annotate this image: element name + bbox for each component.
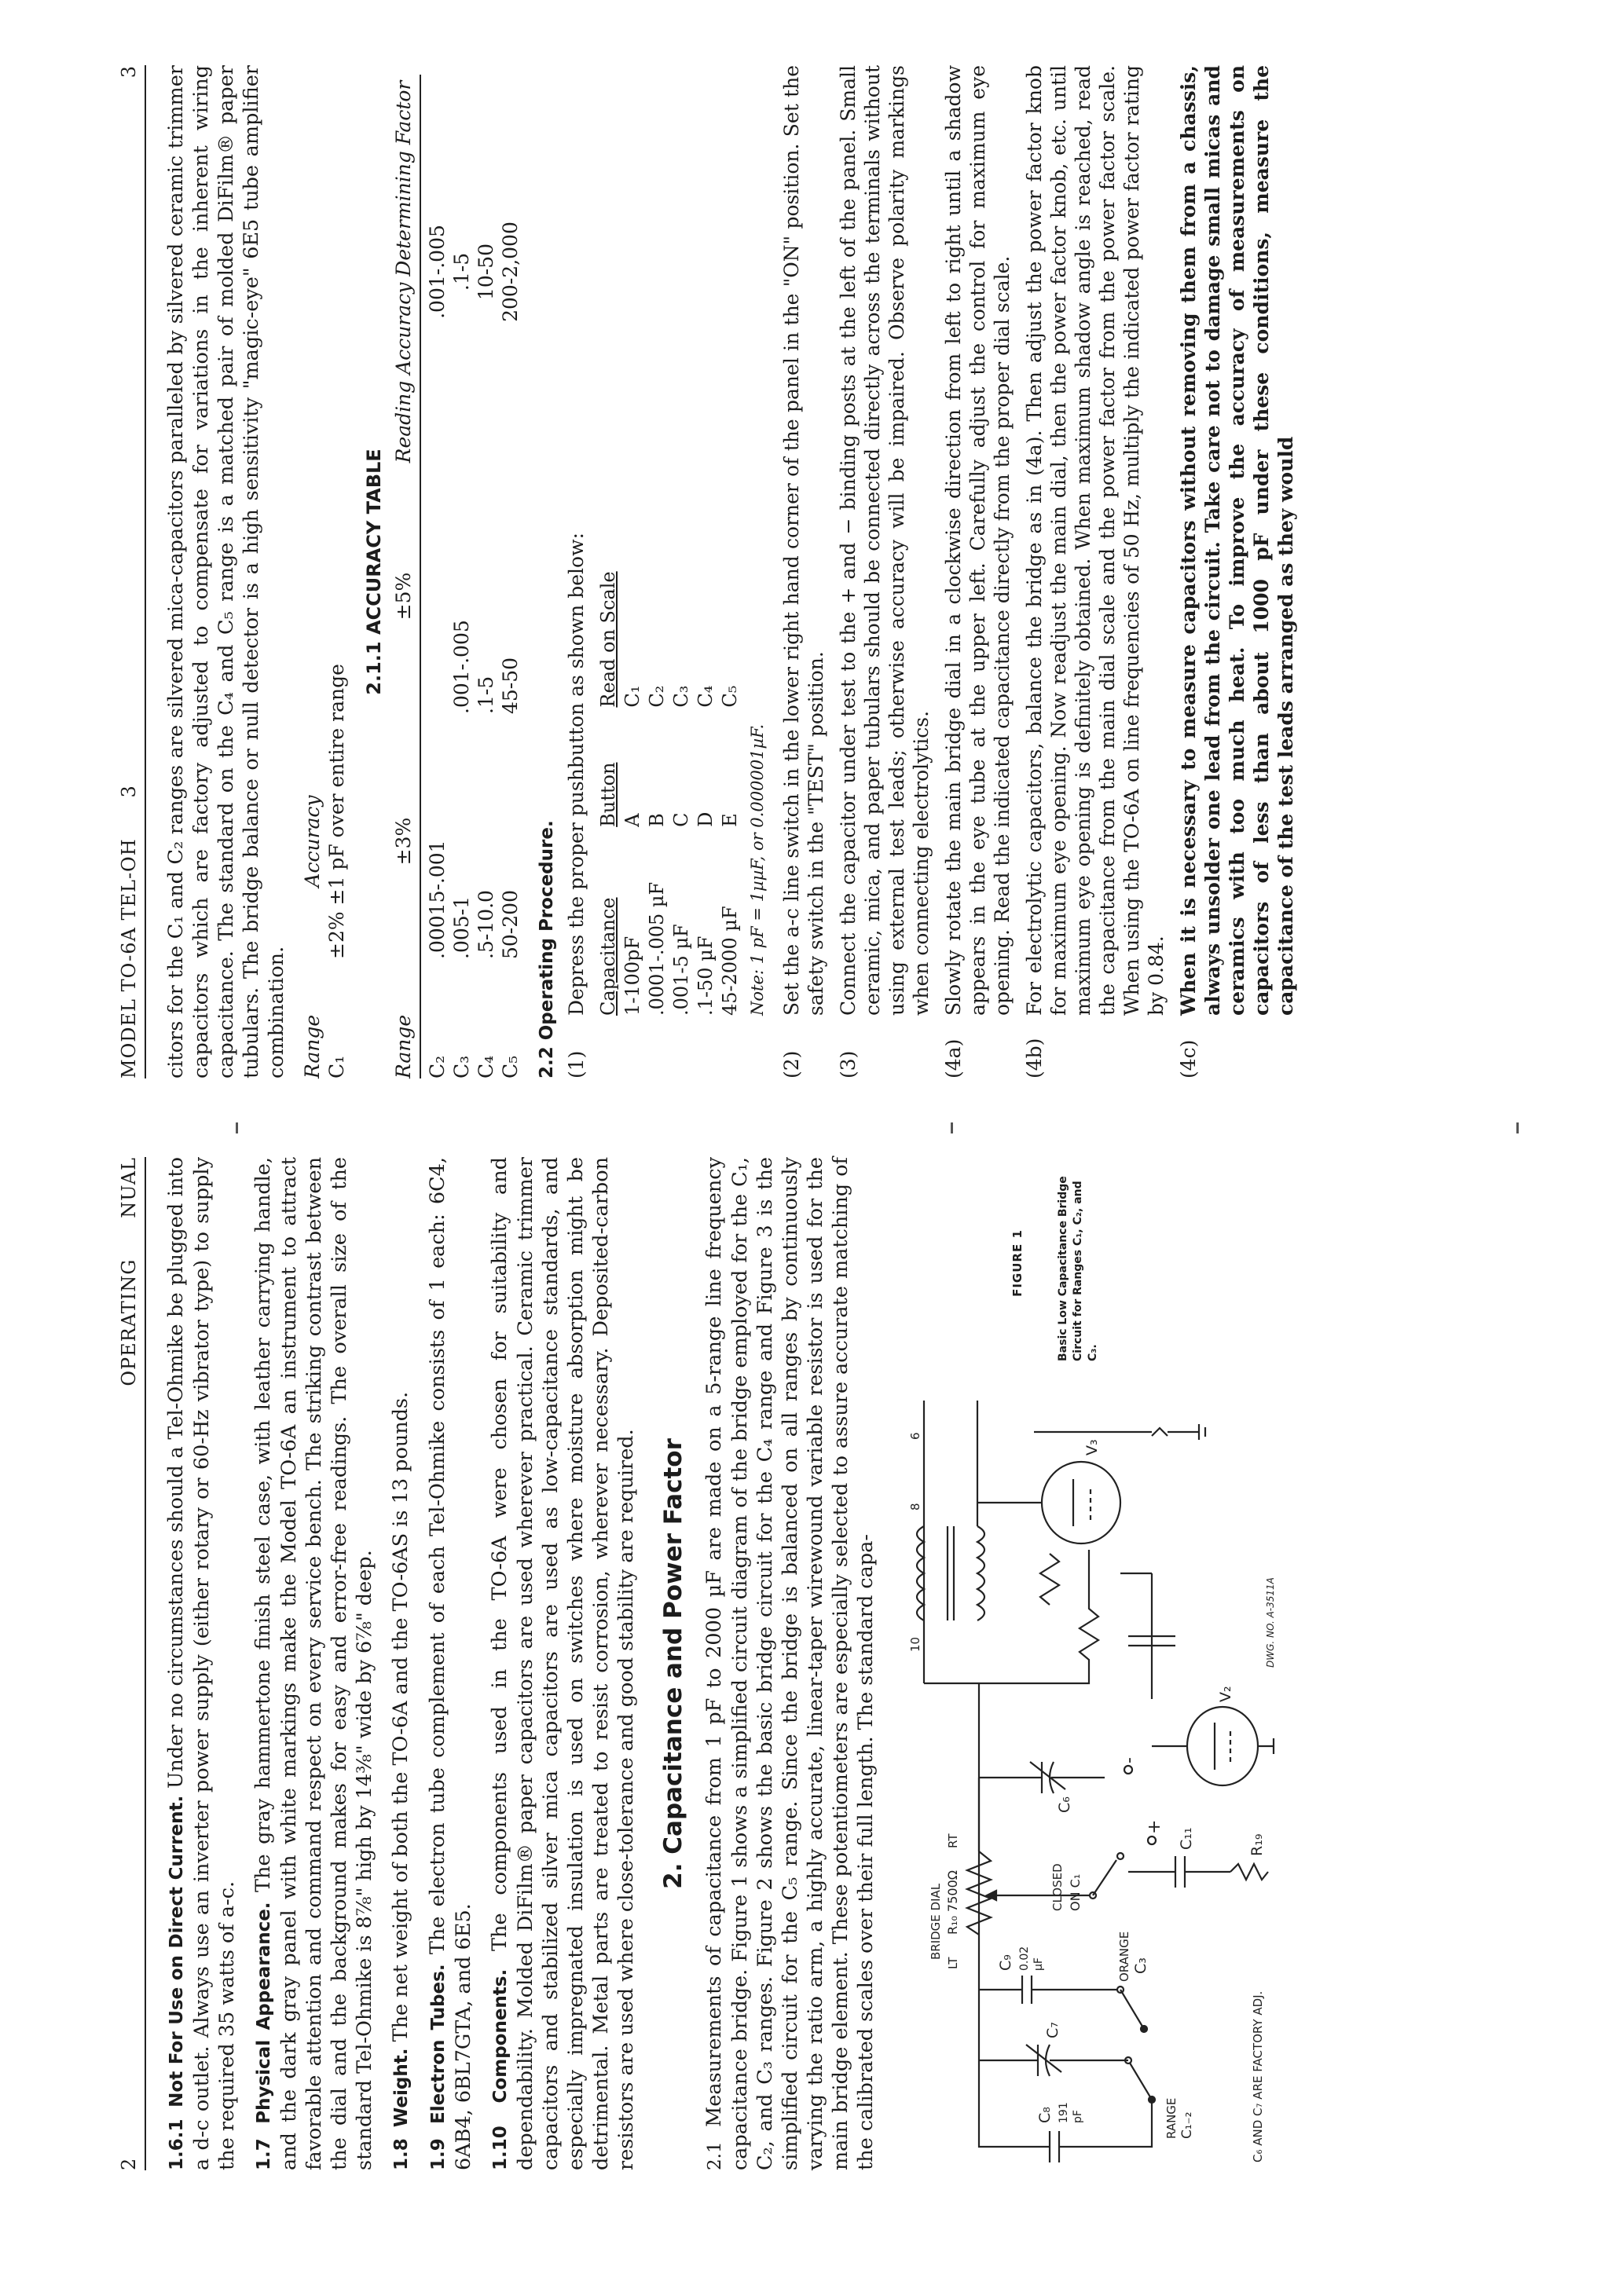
table-row: C₅ 50-200 45-50 200-2,000 (499, 222, 522, 1078)
v3-label: V₃ (1083, 1439, 1101, 1456)
c8-unit: pF (1072, 2110, 1084, 2123)
minus-terminal: - (1120, 1757, 1139, 1763)
left-page (118, 1157, 1532, 2170)
figure-1-title: FIGURE 1 (1010, 1229, 1025, 1297)
table-row: 1-100pF A C₁ (621, 685, 643, 1016)
tube-v3 (977, 1462, 1120, 1543)
left-page-number: 2 (118, 2157, 140, 2170)
procedure-step-4c: (4c) When it is necessary to measure capacitors without removing them from a chassis, always unsolder one lead from the circuit. Take care not to damage small micas and ceramics with too much heat. To improve the accuracy of measurements on capacitors of less than about 1000 pF under these conditions, measure the capacitance of the test leads arranged as they would (1177, 65, 1297, 1078)
r10-label: R₁₀ 7500Ω (945, 1870, 960, 1935)
table-row: C₂ .00015-.001 .001-.005 (426, 225, 449, 1078)
capacitor-c8 (1018, 2131, 1097, 2162)
range-c1-accuracy: Range Accuracy C₁ ±2% ±1 pF over entire range (301, 664, 348, 1078)
unit-note: Note: 1 pF = 1µµF, or 0.000001µF. (748, 723, 767, 1016)
procedure-step-1: (1) Depress the proper pushbutton as shown below: (565, 533, 588, 1078)
accuracy-table-title: 2.1.1 ACCURACY TABLE (363, 449, 385, 695)
pushbutton-table (596, 516, 742, 1016)
c9-label: C₉ (997, 1954, 1014, 1971)
accuracy-table-header: Range ±3% ±5% Reading Accuracy Determining Factor (392, 80, 415, 1078)
range-c12-label: RANGE (1164, 2097, 1179, 2139)
right-header-fragment: 3 (118, 785, 140, 798)
left-header-title: OPERATING (118, 1258, 140, 1386)
section-2-1: 2.1 Measurements of capacitance from 1 pF to 2000 µF are made on a 5-range line frequency capacitance bridge. Figure 1 shows a simplified circuit diagram of the bridge employed for the C₁, C₂, and C₃ ranges. Figure 2 shows the basic bridge circuit for the C₄ range and Figure 3 is the simplified circuit for the C₅ range. Since the bridge is balanced on all ranges by continuously varying the ratio arm, a highly accurate, linear-taper wirewound variable resistor is used for the main bridge element. These potentiometers are especially selected to assure accurate matching of the calibrated scales over their full length. The standard capa- (702, 1157, 878, 2170)
gutter-mark (236, 1122, 238, 1133)
section-1-6-1: 1.6.1 Not For Use on Direct Current. Under no circumstances should a Tel-Ohmike be plugged into a d-c outlet. Always use an inverter power supply (either rotary or 60-Hz vibrator type) to supply the required 35 watts of a-c. (164, 1157, 239, 2170)
procedure-step-4b: (4b) For electrolytic capacitors, balance the bridge as in (4a). Then adjust the power factor knob for maximum eye opening. Now readjust the main dial, then the power factor knob, etc. until maximum eye opening is definitely obtained. When maximum shadow angle is reached, read the capacitance from the main dial scale and the power factor from the power factor scale. When using the TO-6A on line frequencies of 50 Hz, multiply the indicated power factor rating by 0.84. (1023, 65, 1168, 1078)
section-1-7: 1.7 Physical Appearance. The gray hammertone finish steel case, with leather carrying handle, and the dark gray panel with white markings make the Model TO-6A an instrument to attract favorable attention and command respect on every service bench. The striking contrast between the dial and the background makes for easy and error-free readings. The overall size of the standard Tel-Ohmike is 8⅞" high by 14⅜" wide by 6⅞" deep. (251, 1157, 376, 2170)
accuracy-table (391, 65, 522, 1078)
c8-label: C₈ (1036, 2107, 1054, 2123)
right-page (118, 65, 1532, 1078)
section-2-heading: 2. Capacitance and Power Factor (659, 1438, 687, 1889)
table-row: .1-50 µF D C₄ (695, 685, 717, 1016)
resistor-r19 (1230, 1864, 1268, 1880)
lt-label: LT (946, 1957, 960, 1969)
procedure-step-2: (2) Set the a-c line switch in the lower right hand corner of the panel in the "ON" position. Set the safety switch in the "TEST" position. (780, 65, 827, 1078)
section-1-8: 1.8 Weight. The net weight of both the TO-6A and the TO-6AS is 13 pounds. (389, 1391, 412, 2170)
left-running-header (118, 1157, 146, 2170)
rt-label: RT (946, 1833, 960, 1848)
figure-1-caption-block (893, 1165, 1285, 1361)
terminal-6: 6 (908, 1432, 922, 1440)
v2-label: V₂ (1217, 1686, 1234, 1702)
procedure-step-3: (3) Connect the capacitor under test to the + and − binding posts at the left of the panel. Small ceramic, mica, and paper tubulars should be connected directly across the terminals without using external test leads; otherwise accuracy will be impaired. Observe polarity markings when connecting electrolytics. (837, 65, 933, 1078)
c8-value: 191 (1058, 2102, 1070, 2123)
operating-procedure (535, 65, 1298, 1078)
table-row: C₃ .005-1 .001-.005 .1-5 (450, 252, 473, 1078)
procedure-step-4a: (4a) Slowly rotate the main bridge dial in a clockwise direction from left to right until a shadow appears in the eye tube at the upper left. Carefully adjust the control for maximum eye opening. Read the indicated capacitance directly from the proper dial scale. (942, 65, 1014, 1078)
terminal-8: 8 (908, 1503, 922, 1511)
range-c12-sub: C₁₋₂ (1179, 2111, 1195, 2139)
plus-terminal: + (1145, 1819, 1164, 1834)
closed-label: CLOSED (1050, 1863, 1065, 1911)
c9-unit: µF (1032, 1957, 1045, 1971)
transformer (917, 1401, 984, 1683)
right-page-number: 3 (118, 65, 140, 79)
terminal-10: 10 (908, 1636, 922, 1652)
bridge-dial-label: BRIDGE DIAL (929, 1883, 943, 1960)
drawing-number: DWG. NO. A-3511A (1265, 1577, 1276, 1668)
right-intro-paragraph: citors for the C₁ and C₂ ranges are silvered mica-capacitors paralleled by silvered ceramic trimmer capacitors which are factory adjusted to compensate for variations in the inherent wiring capacitance. The standard on the C₄ and C₅ range is a matched pair of molded DiFilm® paper tubulars. The bridge balance or null detector is a high sensitivity "magic-eye" 6E5 tube amplifier combination. (164, 65, 288, 1078)
c11-label: C₁₁ (1178, 1827, 1195, 1850)
figure-1 (893, 1157, 1285, 2170)
factory-note: C₆ AND C₇ ARE FACTORY ADJ. (1251, 1990, 1265, 2162)
r19-label: R₁₉ (1248, 1833, 1266, 1856)
pushbutton-table-header: Capacitance Button Read on Scale (597, 571, 619, 1016)
c3-label: C₃ (1132, 1957, 1149, 1974)
table-row: 45-2000 µF E C₅ (719, 685, 741, 1016)
gutter-mark (1516, 1122, 1519, 1133)
right-header-title: MODEL TO-6A TEL-OH (118, 838, 140, 1078)
on-c1-label: ON C₁ (1068, 1873, 1083, 1911)
orange-label: ORANGE (1117, 1931, 1131, 1982)
section-1-10: 1.10 Components. The components used in the TO-6A were chosen for suitability and dependability. Molded DiFilm® paper capacitors are used wherever practical. Ceramic trimmer capacitors and stabilized silver mica capacitors are used as low-capacitance standards, and especially impregnated insulation is used on switches where moisture absorption might be detrimental. Metal parts are treated to resist corrosion, wherever necessary. Deposited-carbon resistors are used where close-tolerance and good stability are required. (488, 1157, 638, 2170)
procedure-title: 2.2 Operating Procedure. (537, 820, 557, 1078)
right-running-header (118, 65, 146, 1078)
table-row: .0001-.005 µF B C₂ (646, 685, 668, 1016)
section-1-9: 1.9 Electron Tubes. The electron tube complement of each Tel-Ohmike consists of 1 each: 6C4, 6AB4, 6BL7GTA, and 6E5. (426, 1156, 475, 2170)
table-row: .001-5 µF C C₃ (670, 685, 692, 1016)
table-row: C₄ .5-10.0 .1-5 10-50 (475, 243, 497, 1078)
figure-1-caption: Basic Low Capacitance Bridge Circuit for Ranges C₁, C₂, and C₃. (1057, 1176, 1099, 1361)
left-header-fragment: NUAL (118, 1157, 140, 1218)
bridge-circuit-diagram (893, 1377, 1285, 2170)
gutter-mark (951, 1122, 953, 1133)
c6-label: C₆ (1056, 1796, 1073, 1813)
c7-label: C₇ (1044, 2022, 1061, 2038)
c9-value: 0.02 (1018, 1946, 1031, 1971)
tube-v2 (1152, 1707, 1258, 1785)
